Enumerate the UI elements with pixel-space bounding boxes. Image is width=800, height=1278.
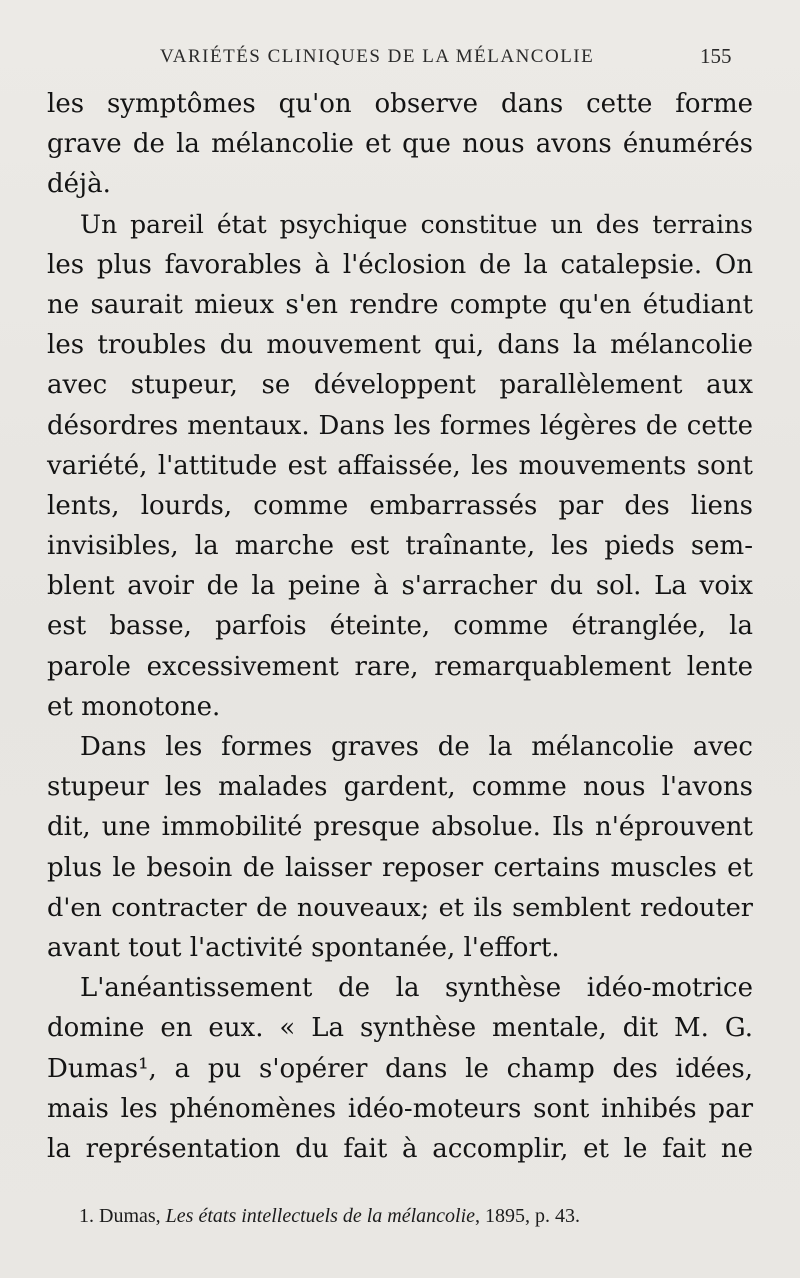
text-line: lents, lourds, comme embarrassés par des liens <box>47 490 753 521</box>
text-line: Dans les formes graves de la mélancolie avec <box>80 732 753 762</box>
text-line: Dumas¹, a pu s'opérer dans le champ des idées, <box>47 1053 753 1084</box>
text-line: plus le besoin de laisser reposer certains muscles et <box>47 852 753 883</box>
footnote-suffix: , 1895, p. 43. <box>475 1205 581 1227</box>
footnote-title: Les états intellectuels de la mélancolie <box>165 1205 476 1227</box>
text-line: domine en eux. « La synthèse mentale, dit M. G. <box>47 1013 753 1044</box>
text-line: dit, une immobilité presque absolue. Ils n'éprouvent <box>47 812 753 843</box>
running-title: VARIÉTÉS CLINIQUES DE LA MÉLANCOLIE <box>160 46 595 67</box>
text-line: déjà. <box>47 169 111 200</box>
text-line: L'anéantissement de la synthèse idéo-motrice <box>80 973 753 1004</box>
text-line: avec stupeur, se développent parallèlement aux <box>47 370 753 401</box>
text-line: est basse, parfois éteinte, comme étranglée, la <box>47 611 753 642</box>
text-line: parole excessivement rare, remarquablement lente <box>47 651 753 682</box>
text-line: Un pareil état psychique constitue un des terrains <box>80 209 753 239</box>
text-line: avant tout l'activité spontanée, l'effort. <box>47 932 560 963</box>
text-line: les plus favorables à l'éclosion de la catalepsie. On <box>47 249 753 280</box>
text-line: et monotone. <box>47 691 221 722</box>
text-line: ne saurait mieux s'en rendre compte qu'en étudiant <box>47 289 753 320</box>
text-line: désordres mentaux. Dans les formes légères de cette <box>47 410 753 441</box>
text-line: stupeur les malades gardent, comme nous l'avons <box>47 772 753 803</box>
footnote <box>79 1205 759 1228</box>
text-line: la représentation du fait à accomplir, et le fait ne <box>47 1133 753 1164</box>
footnote-prefix: 1. Dumas, <box>79 1205 166 1227</box>
text-line: les symptômes qu'on observe dans cette forme <box>47 89 753 119</box>
text-line: les troubles du mouvement qui, dans la mélancolie <box>47 330 753 361</box>
text-line: blent avoir de la peine à s'arracher du sol. La voix <box>47 571 753 602</box>
text-line: invisibles, la marche est traînante, les pieds sem- <box>47 531 753 562</box>
text-line: grave de la mélancolie et que nous avons énumérés <box>47 129 753 160</box>
page-number: 155 <box>700 44 732 68</box>
text-line: variété, l'attitude est affaissée, les mouvements sont <box>47 450 753 481</box>
body-text <box>47 84 753 1169</box>
text-line: d'en contracter de nouveaux; et ils semblent redouter <box>47 892 753 923</box>
text-line: mais les phénomènes idéo-moteurs sont inhibés par <box>47 1093 753 1124</box>
